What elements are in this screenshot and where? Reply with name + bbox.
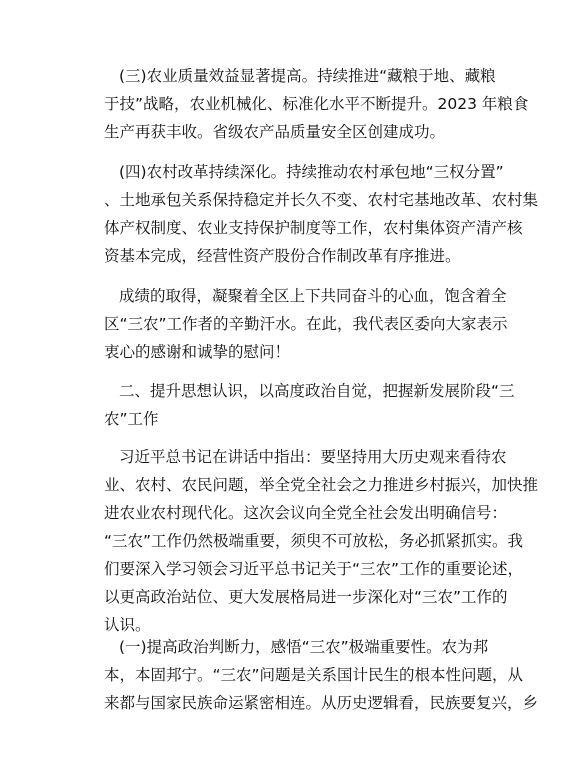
text-line: 成绩的取得，凝聚着全区上下共同奋斗的心血，饱含着全 xyxy=(119,287,507,305)
paragraph-speech-quote xyxy=(104,443,539,639)
text-line: 于技”战略，农业机械化、标准化水平不断提升。2023 年粮食 xyxy=(104,95,529,113)
text-line: 、土地承包关系保持稳定并长久不变、农村宅基地改革、农村集 xyxy=(104,191,539,209)
text-line: 来都与国家民族命运紧密相连。从历史逻辑看，民族要复兴，乡 xyxy=(104,694,539,712)
text-line: (四)农村改革持续深化。持续推动农村承包地“三权分置” xyxy=(119,163,504,181)
text-line: 本，本固邦宁。“三农”问题是关系国计民生的根本性问题，从 xyxy=(104,666,524,684)
text-line: 衷心的感谢和诚挚的慰问！ xyxy=(104,343,291,361)
text-line: 们要深入学习领会习近平总书记关于“三农”工作的重要论述， xyxy=(104,560,524,578)
text-line: 以更高政治站位、更大发展格局进一步深化对“三农”工作的 xyxy=(104,588,508,606)
paragraph-political-judgment xyxy=(104,633,539,717)
text-line: 习近平总书记在讲话中指出：要坚持用大历史观来看待农 xyxy=(119,448,507,466)
text-line: 资基本完成，经营性资产股份合作制改革有序推进。 xyxy=(104,247,461,265)
text-line: (三)农业质量效益显著提高。持续推进“藏粮于地、藏粮 xyxy=(119,67,496,85)
text-line: 认识。 xyxy=(104,616,151,634)
section-heading-two xyxy=(104,377,515,433)
text-line: 体产权制度、农业支持保护制度等工作，农村集体资产清产核 xyxy=(104,219,523,237)
text-line: 二、提升思想认识，以高度政治自觉，把握新发展阶段“三 xyxy=(119,382,515,400)
text-line: 业、农村、农民问题，举全党全社会之力推进乡村振兴，加快推 xyxy=(104,476,539,494)
text-line: 进农业农村现代化。这次会议向全党全社会发出明确信号： xyxy=(104,504,508,522)
text-line: 区“三农”工作者的辛勤汗水。在此，我代表区委向大家表示 xyxy=(104,315,508,333)
text-line: “三农”工作仍然极端重要，须臾不可放松，务必抓紧抓实。我 xyxy=(104,532,524,550)
text-line: 生产再获丰收。省级农产品质量安全区创建成功。 xyxy=(104,123,446,141)
paragraph-agri-quality xyxy=(104,62,529,146)
text-line: 农”工作 xyxy=(104,410,159,428)
text-line: (一)提高政治判断力，感悟“三农”极端重要性。农为邦 xyxy=(119,638,489,656)
paragraph-thanks xyxy=(104,282,508,366)
paragraph-rural-reform xyxy=(104,158,539,270)
